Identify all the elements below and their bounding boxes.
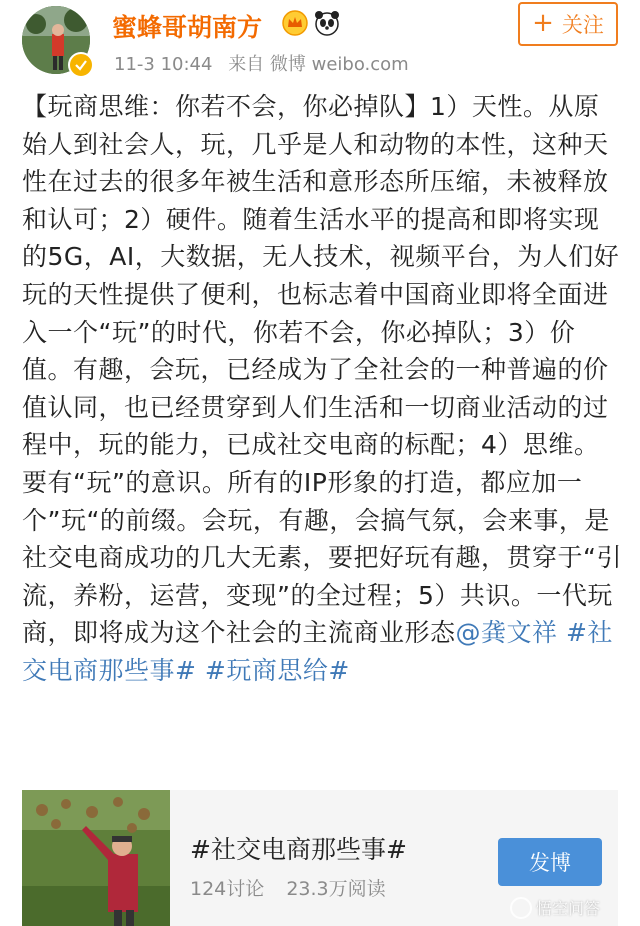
topic-stats [190, 874, 402, 901]
read-count: 23.3万阅读 [286, 878, 386, 900]
hashtag-link[interactable]: #社交电商那些事# [22, 618, 613, 685]
verified-icon [68, 52, 94, 78]
hashtag-link[interactable]: #玩商思给# [204, 655, 350, 685]
user-badges [282, 10, 340, 36]
wukong-logo-icon [510, 897, 532, 919]
post-body [22, 88, 622, 690]
post-header [0, 0, 640, 90]
post-timestamp: 11-3 10:44 [114, 54, 213, 75]
watermark-text: 悟空问答 [536, 899, 601, 918]
topic-thumbnail [22, 790, 170, 926]
follow-label: 关注 [561, 13, 604, 37]
post-source[interactable]: 来自 微博 weibo.com [228, 54, 409, 75]
follow-button[interactable] [518, 2, 618, 46]
watermark [510, 896, 600, 919]
discussion-count: 124讨论 [190, 878, 265, 900]
panda-badge-icon [314, 10, 340, 36]
post-meta [114, 50, 419, 76]
post-button[interactable]: 发博 [498, 838, 602, 886]
topic-title: #社交电商那些事# [190, 835, 407, 864]
plus-icon: + [532, 8, 554, 38]
crown-badge-icon [282, 10, 308, 36]
mention-link[interactable]: @龚文祥 [455, 618, 558, 648]
username[interactable]: 蜜蜂哥胡南方 [112, 13, 263, 42]
post-text: 【玩商思维：你若不会，你必掉队】1）天性。从原始人到社会人，玩，几乎是人和动物的本性，这种天性在过去的很多年被生活和意形态所压缩，未被释放和认可；2）硬件。随着生活水平的提高和即将实现的5G，AI，大数据，无人技术，视频平台，为人们好玩的天性提供了便利，也标志着中国商业即将全面进入一个“玩”的时代，你若不会，你必掉队；3）价值。有趣，会玩，已经成为了全社会的一种普遍的价值认同，也已经贯穿到人们生活和一切商业活动的过程中，玩的能力，已成社交电商的标配；4）思维。要有“玩”的意识。所有的IP形象的打造，都应加一个”玩“的前缀。会玩，有趣，会搞气氛，会来事，是社交电商成功的几大无素，要把好玩有趣，贯穿于“引流，养粉，运营，变现”的全过程；5）共识。一代玩商，即将成为这个社会的主流商业形态 [22, 92, 622, 648]
